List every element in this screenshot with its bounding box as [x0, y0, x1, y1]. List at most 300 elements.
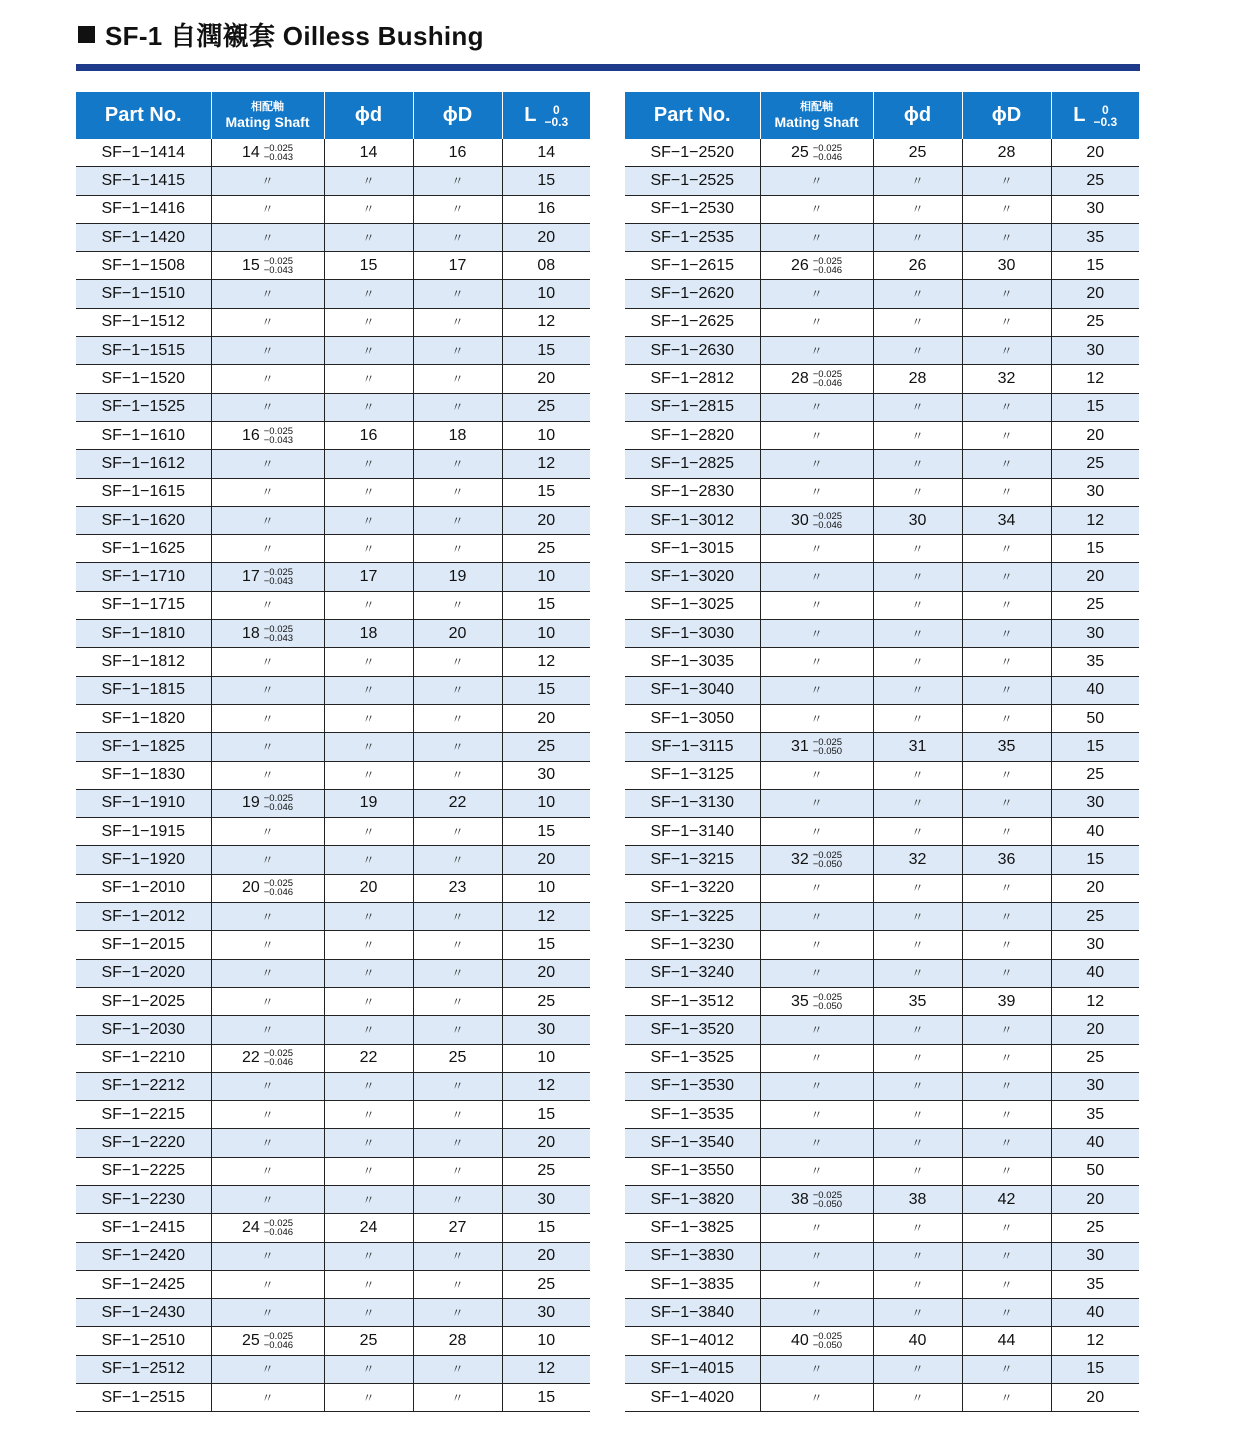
ditto-mark: 〃 — [810, 881, 823, 896]
ditto-mark: 〃 — [1000, 768, 1013, 783]
inner-diameter-cell: 31 — [873, 733, 962, 761]
ditto-mark: 〃 — [362, 739, 375, 754]
mating-shaft-value — [242, 568, 293, 586]
shaft-nominal: 32 — [790, 851, 809, 869]
table-row — [625, 591, 1139, 619]
outer-diameter-cell: 44 — [962, 1327, 1051, 1355]
mating-shaft-cell — [211, 704, 324, 732]
outer-diameter-cell — [413, 1270, 502, 1298]
shaft-tolerance — [813, 1332, 842, 1350]
part-number-cell: SF−1−2520 — [625, 139, 760, 167]
ditto-mark: 〃 — [911, 541, 924, 556]
mating-shaft-cell — [760, 1185, 873, 1213]
inner-diameter-cell — [324, 648, 413, 676]
outer-diameter-cell — [962, 1355, 1051, 1383]
ditto-mark: 〃 — [1000, 711, 1013, 726]
mating-shaft-cell — [760, 280, 873, 308]
inner-diameter-cell: 30 — [873, 506, 962, 534]
inner-diameter-cell — [324, 337, 413, 365]
inner-diameter-cell — [324, 761, 413, 789]
table-row — [625, 959, 1139, 987]
ditto-mark: 〃 — [261, 513, 274, 528]
length-cell: 35 — [1051, 223, 1139, 251]
length-cell: 25 — [502, 987, 590, 1015]
part-number-cell: SF−1−3535 — [625, 1101, 760, 1129]
shaft-tolerance-lower: −0.043 — [263, 632, 294, 644]
table-row — [76, 818, 590, 846]
shaft-nominal: 16 — [241, 426, 260, 444]
mating-shaft-cell — [211, 591, 324, 619]
ditto-mark: 〃 — [261, 202, 274, 217]
length-cell: 10 — [502, 874, 590, 902]
shaft-nominal: 25 — [241, 1332, 260, 1350]
inner-diameter-cell — [873, 421, 962, 449]
mating-shaft-cell — [760, 393, 873, 421]
outer-diameter-cell — [962, 1157, 1051, 1185]
ditto-mark: 〃 — [810, 1051, 823, 1066]
ditto-mark: 〃 — [362, 853, 375, 868]
outer-diameter-cell — [962, 280, 1051, 308]
outer-diameter-cell — [413, 1185, 502, 1213]
mating-shaft-cell — [211, 1242, 324, 1270]
part-number-cell: SF−1−3015 — [625, 535, 760, 563]
part-number-cell: SF−1−3525 — [625, 1044, 760, 1072]
table-row — [76, 1101, 590, 1129]
table-row — [625, 1016, 1139, 1044]
mating-shaft-cell — [760, 620, 873, 648]
shaft-tolerance — [264, 427, 293, 445]
length-cell: 30 — [1051, 478, 1139, 506]
outer-diameter-cell: 36 — [962, 846, 1051, 874]
inner-diameter-cell — [873, 563, 962, 591]
part-number-cell: SF−1−3520 — [625, 1016, 760, 1044]
part-number-cell: SF−1−1830 — [76, 761, 211, 789]
length-cell: 20 — [502, 704, 590, 732]
mating-shaft-cell — [211, 535, 324, 563]
ditto-mark: 〃 — [261, 598, 274, 613]
table-row — [625, 139, 1139, 167]
length-cell: 30 — [1051, 337, 1139, 365]
shaft-tolerance-lower: −0.043 — [263, 576, 294, 588]
part-number-cell: SF−1−1420 — [76, 223, 211, 251]
ditto-mark: 〃 — [362, 711, 375, 726]
part-number-cell: SF−1−2815 — [625, 393, 760, 421]
shaft-nominal: 15 — [241, 256, 260, 274]
ditto-mark: 〃 — [810, 909, 823, 924]
outer-diameter-cell: 16 — [413, 139, 502, 167]
ditto-mark: 〃 — [911, 711, 924, 726]
ditto-mark: 〃 — [911, 315, 924, 330]
mating-shaft-cell — [760, 421, 873, 449]
outer-diameter-cell — [413, 704, 502, 732]
part-number-cell: SF−1−2425 — [76, 1270, 211, 1298]
outer-diameter-cell — [413, 535, 502, 563]
table-row — [76, 1016, 590, 1044]
ditto-mark: 〃 — [1000, 966, 1013, 981]
outer-diameter-cell — [413, 761, 502, 789]
mating-shaft-value — [791, 738, 842, 756]
outer-diameter-cell — [413, 280, 502, 308]
ditto-mark: 〃 — [810, 1305, 823, 1320]
mating-shaft-value — [242, 427, 293, 445]
mating-shaft-cell — [760, 591, 873, 619]
table-row — [76, 789, 590, 817]
table-row — [625, 733, 1139, 761]
mating-shaft-cell — [211, 139, 324, 167]
length-cell: 20 — [1051, 280, 1139, 308]
part-number-cell: SF−1−2512 — [76, 1355, 211, 1383]
shaft-nominal: 22 — [241, 1049, 260, 1067]
mating-shaft-cell — [760, 337, 873, 365]
part-number-cell: SF−1−3820 — [625, 1185, 760, 1213]
inner-diameter-cell: 38 — [873, 1185, 962, 1213]
ditto-mark: 〃 — [261, 485, 274, 500]
mating-shaft-cell — [211, 846, 324, 874]
table-row — [625, 1072, 1139, 1100]
part-number-cell: SF−1−2830 — [625, 478, 760, 506]
table-row — [76, 563, 590, 591]
part-number-cell: SF−1−2015 — [76, 931, 211, 959]
mating-shaft-cell — [760, 1101, 873, 1129]
ditto-mark: 〃 — [362, 966, 375, 981]
part-number-cell: SF−1−3830 — [625, 1242, 760, 1270]
ditto-mark: 〃 — [1000, 456, 1013, 471]
shaft-tolerance-upper: −0.025 — [263, 425, 294, 437]
ditto-mark: 〃 — [261, 1277, 274, 1292]
inner-diameter-cell — [324, 1384, 413, 1412]
table-row — [76, 167, 590, 195]
inner-diameter-cell: 24 — [324, 1214, 413, 1242]
part-number-cell: SF−1−1825 — [76, 733, 211, 761]
ditto-mark: 〃 — [362, 287, 375, 302]
table-row — [625, 620, 1139, 648]
outer-diameter-cell — [962, 1242, 1051, 1270]
outer-diameter-cell: 18 — [413, 421, 502, 449]
outer-diameter-cell: 28 — [413, 1327, 502, 1355]
table-row — [625, 563, 1139, 591]
mating-shaft-cell — [211, 450, 324, 478]
part-number-cell: SF−1−2525 — [625, 167, 760, 195]
table-row — [76, 874, 590, 902]
length-cell: 14 — [502, 139, 590, 167]
ditto-mark: 〃 — [810, 598, 823, 613]
ditto-mark: 〃 — [1000, 909, 1013, 924]
header-outer-diameter: ϕD — [962, 92, 1051, 139]
shaft-tolerance-lower: −0.043 — [263, 151, 294, 163]
ditto-mark: 〃 — [362, 1164, 375, 1179]
header-part-no: Part No. — [76, 92, 211, 139]
ditto-mark: 〃 — [261, 315, 274, 330]
outer-diameter-cell — [413, 959, 502, 987]
inner-diameter-cell — [873, 478, 962, 506]
part-number-cell: SF−1−3020 — [625, 563, 760, 591]
ditto-mark: 〃 — [362, 909, 375, 924]
mating-shaft-cell — [760, 987, 873, 1015]
table-row — [625, 1129, 1139, 1157]
outer-diameter-cell — [413, 648, 502, 676]
inner-diameter-cell — [873, 818, 962, 846]
ditto-mark: 〃 — [451, 1164, 464, 1179]
ditto-mark: 〃 — [261, 541, 274, 556]
part-number-cell: SF−1−2620 — [625, 280, 760, 308]
inner-diameter-cell: 22 — [324, 1044, 413, 1072]
ditto-mark: 〃 — [911, 796, 924, 811]
inner-diameter-cell: 40 — [873, 1327, 962, 1355]
mating-shaft-value — [791, 370, 842, 388]
ditto-mark: 〃 — [1000, 1390, 1013, 1405]
shaft-tolerance-upper: −0.025 — [263, 878, 294, 890]
table-row — [625, 535, 1139, 563]
table-row — [76, 1072, 590, 1100]
outer-diameter-cell — [413, 1129, 502, 1157]
inner-diameter-cell — [873, 1214, 962, 1242]
inner-diameter-cell: 25 — [873, 139, 962, 167]
part-number-cell: SF−1−2515 — [76, 1384, 211, 1412]
length-cell: 15 — [1051, 535, 1139, 563]
inner-diameter-cell — [873, 789, 962, 817]
ditto-mark: 〃 — [261, 173, 274, 188]
mating-shaft-cell — [211, 167, 324, 195]
shaft-tolerance — [264, 144, 293, 162]
table-row — [625, 676, 1139, 704]
inner-diameter-cell: 19 — [324, 789, 413, 817]
mating-shaft-cell — [760, 308, 873, 336]
mating-shaft-cell — [211, 733, 324, 761]
ditto-mark: 〃 — [451, 683, 464, 698]
inner-diameter-cell — [324, 931, 413, 959]
inner-diameter-cell — [873, 1157, 962, 1185]
part-number-cell: SF−1−1615 — [76, 478, 211, 506]
ditto-mark: 〃 — [362, 1107, 375, 1122]
mating-shaft-cell — [760, 365, 873, 393]
length-cell: 12 — [502, 308, 590, 336]
mating-shaft-cell — [760, 846, 873, 874]
inner-diameter-cell — [873, 1072, 962, 1100]
part-number-cell: SF−1−3040 — [625, 676, 760, 704]
table-row — [625, 365, 1139, 393]
length-cell: 30 — [1051, 195, 1139, 223]
length-cell: 25 — [1051, 591, 1139, 619]
length-cell: 12 — [502, 1355, 590, 1383]
ditto-mark: 〃 — [451, 1390, 464, 1405]
ditto-mark: 〃 — [810, 711, 823, 726]
ditto-mark: 〃 — [451, 824, 464, 839]
mating-shaft-cell — [760, 1327, 873, 1355]
shaft-tolerance — [813, 851, 842, 869]
shaft-tolerance-upper: −0.025 — [263, 1048, 294, 1060]
ditto-mark: 〃 — [1000, 1079, 1013, 1094]
mating-shaft-cell — [211, 421, 324, 449]
outer-diameter-cell — [413, 1384, 502, 1412]
inner-diameter-cell — [873, 1101, 962, 1129]
page-title-text: SF-1 自潤襯套 Oilless Bushing — [105, 20, 484, 51]
ditto-mark: 〃 — [810, 796, 823, 811]
shaft-tolerance-lower: −0.043 — [263, 434, 294, 446]
table-row — [625, 167, 1139, 195]
outer-diameter-cell — [962, 903, 1051, 931]
outer-diameter-cell — [413, 676, 502, 704]
outer-diameter-cell — [962, 478, 1051, 506]
table-row — [76, 1129, 590, 1157]
outer-diameter-cell — [413, 1072, 502, 1100]
ditto-mark: 〃 — [810, 1390, 823, 1405]
inner-diameter-cell — [873, 280, 962, 308]
ditto-mark: 〃 — [911, 598, 924, 613]
part-number-cell: SF−1−2220 — [76, 1129, 211, 1157]
length-cell: 20 — [1051, 421, 1139, 449]
ditto-mark: 〃 — [911, 1220, 924, 1235]
part-number-cell: SF−1−1520 — [76, 365, 211, 393]
ditto-mark: 〃 — [451, 1305, 464, 1320]
table-row — [625, 393, 1139, 421]
ditto-mark: 〃 — [1000, 1220, 1013, 1235]
mating-shaft-cell — [760, 535, 873, 563]
outer-diameter-cell — [962, 167, 1051, 195]
inner-diameter-cell — [873, 337, 962, 365]
inner-diameter-cell — [873, 1270, 962, 1298]
shaft-tolerance — [264, 1219, 293, 1237]
mating-shaft-cell — [760, 874, 873, 902]
inner-diameter-cell — [324, 1270, 413, 1298]
spec-table-right — [625, 92, 1139, 1412]
part-number-cell: SF−1−1510 — [76, 280, 211, 308]
outer-diameter-cell — [962, 1016, 1051, 1044]
shaft-tolerance — [813, 257, 842, 275]
inner-diameter-cell — [873, 761, 962, 789]
ditto-mark: 〃 — [362, 1022, 375, 1037]
ditto-mark: 〃 — [261, 994, 274, 1009]
table-row — [625, 506, 1139, 534]
table-row — [625, 450, 1139, 478]
length-cell: 15 — [502, 818, 590, 846]
ditto-mark: 〃 — [261, 853, 274, 868]
table-row — [625, 195, 1139, 223]
part-number-cell: SF−1−3512 — [625, 987, 760, 1015]
table-row — [625, 252, 1139, 280]
ditto-mark: 〃 — [362, 1192, 375, 1207]
ditto-mark: 〃 — [362, 1390, 375, 1405]
inner-diameter-cell — [873, 393, 962, 421]
outer-diameter-cell — [413, 846, 502, 874]
mating-shaft-value — [791, 512, 842, 530]
mating-shaft-value — [242, 1332, 293, 1350]
outer-diameter-cell — [962, 1214, 1051, 1242]
table-row — [76, 1299, 590, 1327]
length-cell: 20 — [502, 1242, 590, 1270]
outer-diameter-cell — [413, 195, 502, 223]
ditto-mark: 〃 — [451, 1277, 464, 1292]
inner-diameter-cell: 25 — [324, 1327, 413, 1355]
part-number-cell: SF−1−3230 — [625, 931, 760, 959]
ditto-mark: 〃 — [810, 570, 823, 585]
mating-shaft-cell — [760, 506, 873, 534]
mating-shaft-cell — [211, 365, 324, 393]
mating-shaft-cell — [211, 789, 324, 817]
outer-diameter-cell — [962, 1129, 1051, 1157]
ditto-mark: 〃 — [1000, 626, 1013, 641]
ditto-mark: 〃 — [451, 400, 464, 415]
ditto-mark: 〃 — [261, 230, 274, 245]
shaft-tolerance-upper: −0.025 — [812, 1331, 843, 1343]
table-row — [76, 280, 590, 308]
part-number-cell: SF−1−3225 — [625, 903, 760, 931]
mating-shaft-cell — [211, 308, 324, 336]
part-number-cell: SF−1−1910 — [76, 789, 211, 817]
mating-shaft-cell — [760, 789, 873, 817]
shaft-tolerance-upper: −0.025 — [812, 255, 843, 267]
ditto-mark: 〃 — [810, 966, 823, 981]
mating-shaft-cell — [211, 903, 324, 931]
length-cell: 20 — [502, 959, 590, 987]
shaft-tolerance-lower: −0.046 — [263, 802, 294, 814]
length-cell: 35 — [1051, 1101, 1139, 1129]
length-cell: 20 — [1051, 563, 1139, 591]
mating-shaft-cell — [760, 959, 873, 987]
outer-diameter-cell — [962, 1384, 1051, 1412]
length-cell: 25 — [1051, 308, 1139, 336]
outer-diameter-cell — [413, 506, 502, 534]
ditto-mark: 〃 — [1000, 654, 1013, 669]
mating-shaft-cell — [760, 478, 873, 506]
length-cell: 12 — [502, 1072, 590, 1100]
shaft-nominal: 19 — [241, 794, 260, 812]
part-number-cell: SF−1−3140 — [625, 818, 760, 846]
table-row — [625, 1101, 1139, 1129]
table-row — [76, 337, 590, 365]
ditto-mark: 〃 — [810, 230, 823, 245]
length-cell: 12 — [1051, 365, 1139, 393]
length-cell: 25 — [1051, 450, 1139, 478]
length-cell: 20 — [502, 846, 590, 874]
mating-shaft-cell — [211, 1016, 324, 1044]
ditto-mark: 〃 — [911, 400, 924, 415]
part-number-cell: SF−1−2825 — [625, 450, 760, 478]
shaft-tolerance — [813, 144, 842, 162]
outer-diameter-cell: 23 — [413, 874, 502, 902]
table-row — [76, 421, 590, 449]
outer-diameter-cell — [962, 591, 1051, 619]
page-title — [78, 14, 484, 54]
table-row — [625, 1242, 1139, 1270]
mating-shaft-cell — [211, 1327, 324, 1355]
ditto-mark: 〃 — [1000, 1136, 1013, 1151]
length-cell: 10 — [502, 789, 590, 817]
inner-diameter-cell — [873, 1355, 962, 1383]
table-row — [625, 1270, 1139, 1298]
inner-diameter-cell — [873, 1044, 962, 1072]
ditto-mark: 〃 — [911, 428, 924, 443]
length-cell: 30 — [1051, 1242, 1139, 1270]
shaft-nominal: 17 — [241, 568, 260, 586]
inner-diameter-cell — [873, 1016, 962, 1044]
ditto-mark: 〃 — [362, 683, 375, 698]
outer-diameter-cell — [413, 1355, 502, 1383]
ditto-mark: 〃 — [810, 654, 823, 669]
length-cell: 15 — [502, 931, 590, 959]
length-cell: 15 — [502, 337, 590, 365]
ditto-mark: 〃 — [261, 1164, 274, 1179]
table-row — [625, 789, 1139, 817]
mating-shaft-value — [791, 1332, 842, 1350]
table-row — [76, 252, 590, 280]
outer-diameter-cell — [962, 223, 1051, 251]
ditto-mark: 〃 — [451, 456, 464, 471]
length-cell: 25 — [1051, 167, 1139, 195]
mating-shaft-cell — [760, 1242, 873, 1270]
ditto-mark: 〃 — [261, 739, 274, 754]
shaft-nominal: 31 — [790, 737, 809, 755]
length-cell: 20 — [1051, 1016, 1139, 1044]
